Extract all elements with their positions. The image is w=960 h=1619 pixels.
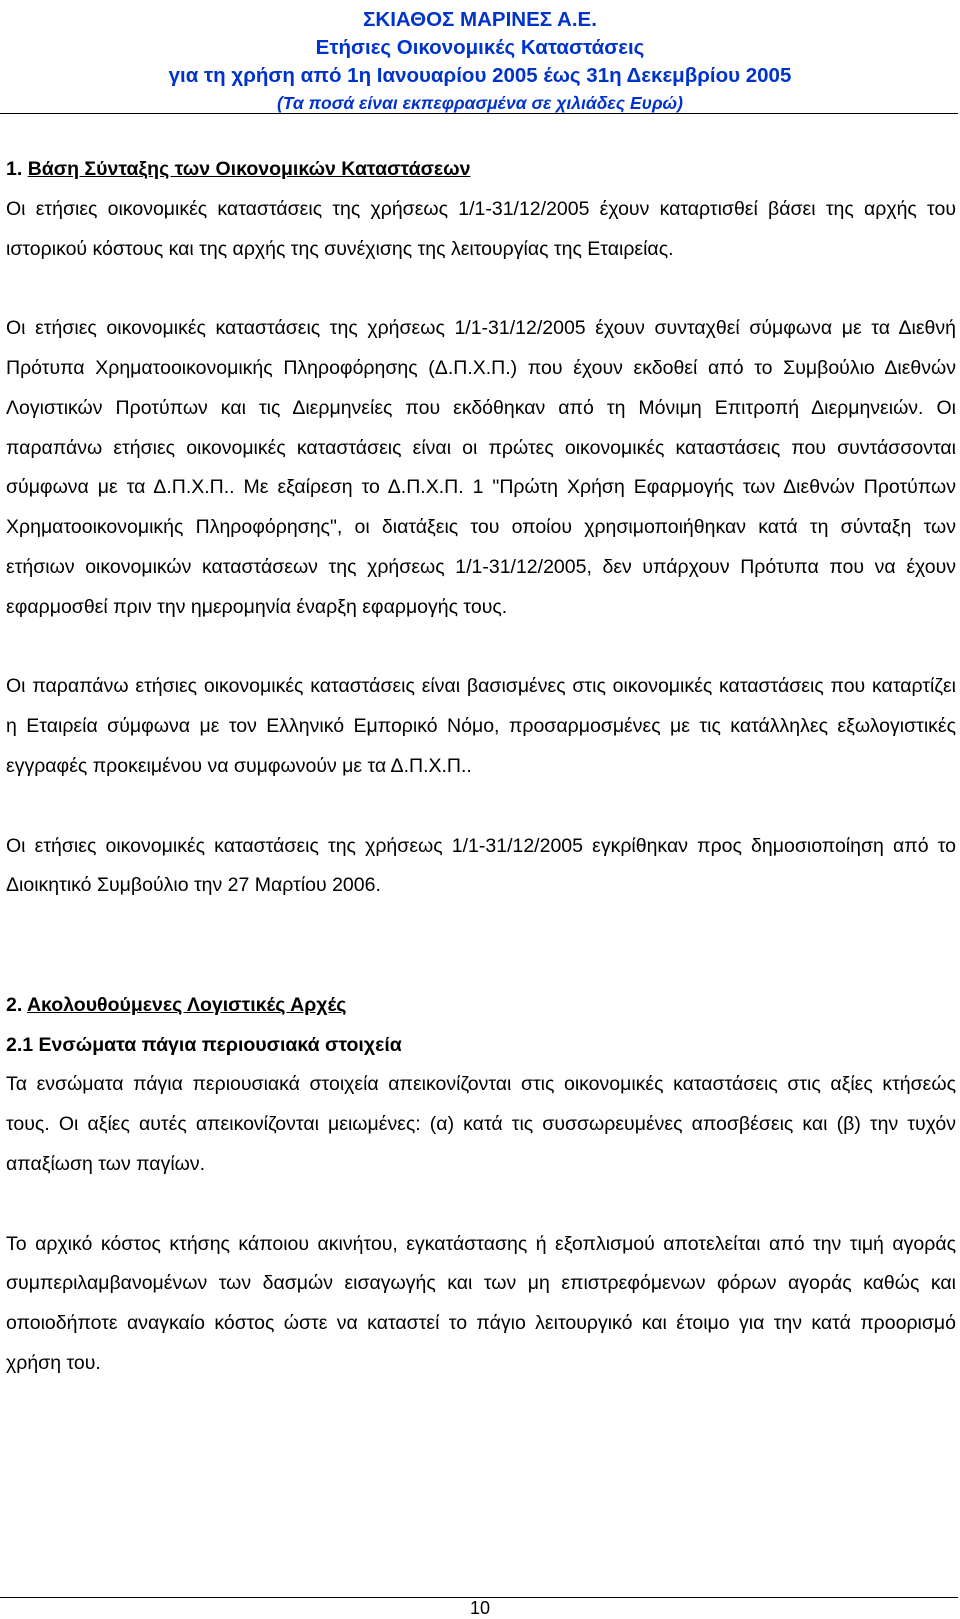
section-2-1-number: 2.1 (6, 1033, 34, 1056)
paragraph: Οι παραπάνω ετήσιες οικονομικές καταστάσεις είναι βασισμένες στις οικονομικές καταστάσεις που καταρτίζει η Εταιρεία σύμφωνα με τον Ελληνικό Εμπορικό Νόμο, προσαρμοσμένες με τις κατάλληλες εξωλογιστικές εγγραφές προκειμένου να συμφωνούν με τα Δ.Π.Χ.Π.. (6, 675, 956, 777)
paragraph: Τα ενσώματα πάγια περιουσιακά στοιχεία απεικονίζονται στις οικονομικές καταστάσεις στις αξίες κτήσεώς τους. Οι αξίες αυτές απεικονίζονται μειωμένες: (α) κατά τις συσσωρευμένες αποσβέσεις και (β) την τυχόν απαξίωση των παγίων. (6, 1073, 956, 1175)
paragraph: Το αρχικό κόστος κτήσης κάποιου ακινήτου, εγκατάστασης ή εξοπλισμού αποτελείται από την τιμή αγοράς συμπεριλαμβανομένων των δασμών εισαγωγής και των μη επιστρεφόμενων φόρων αγοράς καθώς και οποιοδήποτε αναγκαίο κόστος ώστε να καταστεί το πάγιο λειτουργικό και έτοιμο για την κατά προορισμό χρήση του. (6, 1232, 956, 1374)
paragraph: Οι ετήσιες οικονομικές καταστάσεις της χρήσεως 1/1-31/12/2005 έχουν καταρτισθεί βάσει της αρχής του ιστορικού κόστους και της αρχής της συνέχισης της λειτουργίας της Εταιρείας. (6, 197, 956, 260)
section-1-heading (6, 150, 956, 190)
section-2-1-title: Ενσώματα πάγια περιουσιακά στοιχεία (38, 1033, 402, 1056)
spacer (6, 269, 956, 309)
section-2-number: 2. (6, 993, 23, 1016)
paragraph: Οι ετήσιες οικονομικές καταστάσεις της χρήσεως 1/1-31/12/2005 έχουν συνταχθεί σύμφωνα με τα Διεθνή Πρότυπα Χρηματοοικονομικής Πληροφόρησης (Δ.Π.Χ.Π.) που έχουν εκδοθεί από το Συμβούλιο Διεθνών Λογιστικών Προτύπων και τις Διερμηνείες που εκδόθηκαν από τη Μόνιμη Επιτροπή Διερμηνειών. Οι παραπάνω ετήσιες οικονομικές καταστάσεις είναι οι πρώτες οικονομικές καταστάσεις που συντάσσονται σύμφωνα με τα Δ.Π.Χ.Π.. Με εξαίρεση το Δ.Π.Χ.Π. 1 "Πρώτη Χρήση Εφαρμογής των Διεθνών Προτύπων Χρηματοοικονομικής Πληροφόρησης", οι διατάξεις του οποίου χρησιμοποιήθηκαν κατά τη σύνταξη των ετήσιων οικονομικών καταστάσεων της χρήσεως 1/1-31/12/2005, δεν υπάρχουν Πρότυπα που να έχουν εφαρμοσθεί πριν την ημερομηνία έναρξη εφαρμογής τους. (6, 317, 956, 618)
document-header (0, 6, 960, 116)
section-1-number: 1. (6, 158, 23, 180)
header-divider (0, 113, 958, 114)
section-1-title: Βάση Σύνταξης των Οικονομικών Καταστάσεων (27, 158, 471, 180)
currency-note: (Τα ποσά είναι εκπεφρασμένα σε χιλιάδες Ευρώ) (276, 93, 683, 113)
spacer (6, 1185, 956, 1225)
spacer (6, 628, 956, 668)
spacer (6, 906, 956, 986)
spacer (6, 787, 956, 827)
reporting-period: για τη χρήση από 1η Ιανουαρίου 2005 έως 31η Δεκεμβρίου 2005 (168, 64, 792, 87)
paragraph: Οι ετήσιες οικονομικές καταστάσεις της χρήσεως 1/1-31/12/2005 εγκρίθηκαν προς δημοσιοποίηση από το Διοικητικό Συμβούλιο την 27 Μαρτίου 2006. (6, 834, 956, 897)
company-name: ΣΚΙΑΘΟΣ ΜΑΡΙΝΕΣ Α.Ε. (363, 8, 597, 31)
section-2-1-heading (6, 1026, 956, 1066)
document-title: Ετήσιες Οικονομικές Καταστάσεις (315, 36, 645, 59)
section-2-heading (6, 986, 956, 1026)
page-number: 10 (469, 1598, 491, 1618)
section-2-title: Ακολουθούμενες Λογιστικές Αρχές (26, 993, 347, 1016)
document-body (6, 150, 956, 1384)
